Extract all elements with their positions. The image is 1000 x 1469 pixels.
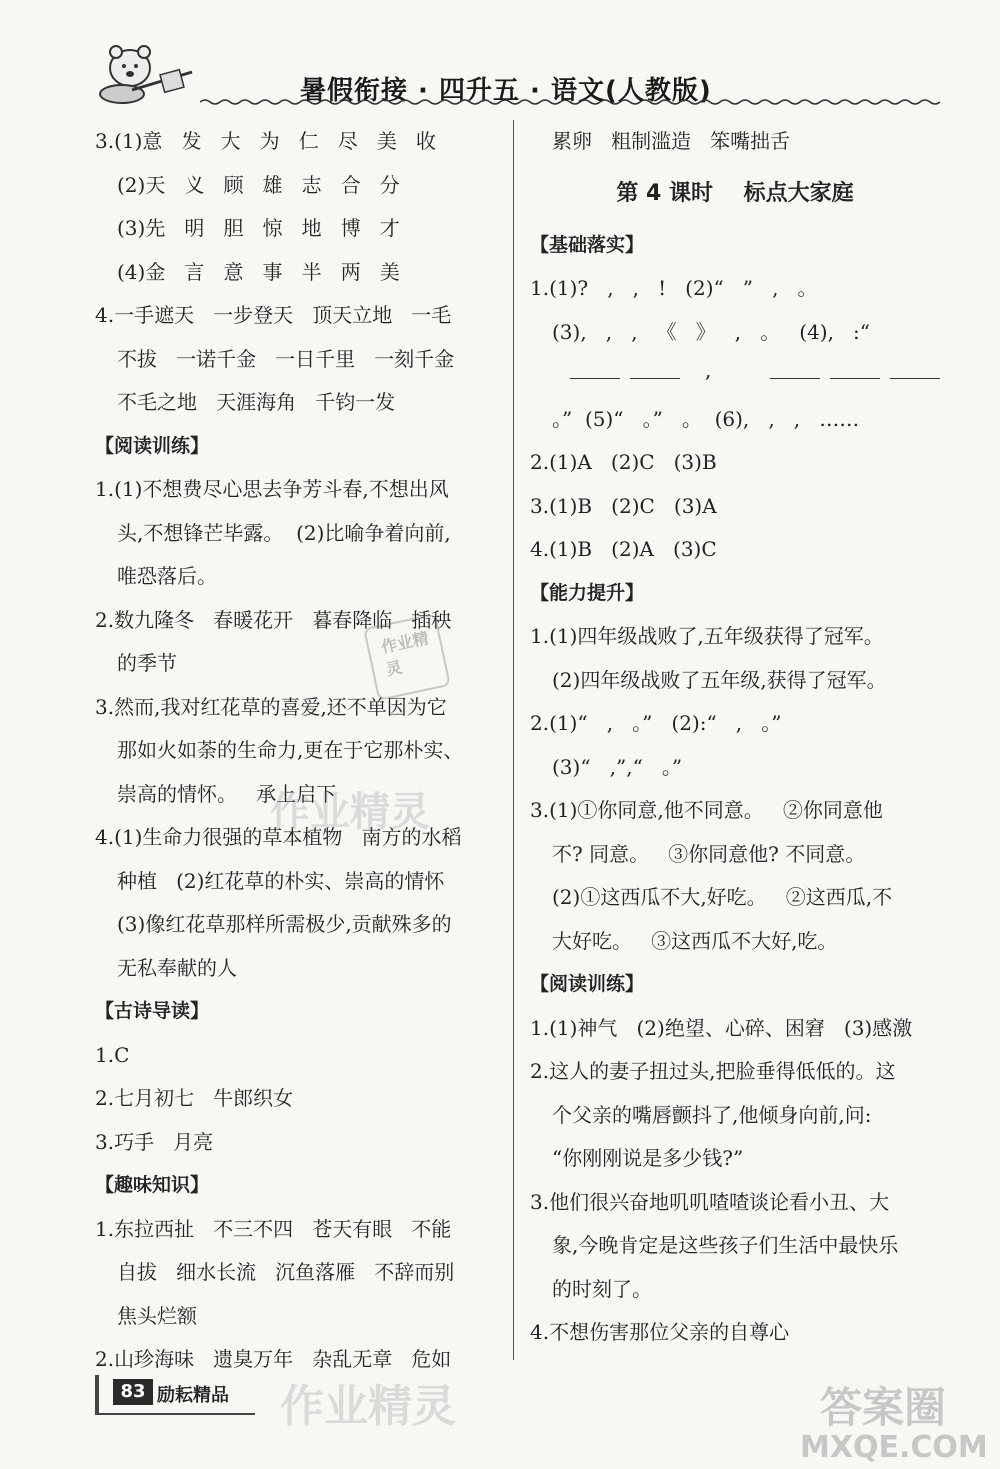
right-column <box>530 120 940 1355</box>
answer-line: (2)四年级战败了五年级,获得了冠军。 <box>552 667 887 692</box>
answer-line: 的季节 <box>117 651 177 675</box>
section-heading: 【古诗导读】 <box>95 1000 210 1022</box>
answer-line: 1.C <box>95 1042 130 1067</box>
answer-line: 自拔 细水长流 沉鱼落雁 不辞而别 <box>117 1260 455 1284</box>
section-heading: 【基础落实】 <box>530 233 645 256</box>
section-heading: 【阅读训练】 <box>530 973 645 995</box>
answer-line: 焦头烂额 <box>117 1303 197 1328</box>
answer-line: 唯恐落后。 <box>117 564 217 588</box>
answer-line: 1.(1)? , , ! (2)“ ” , 。 <box>530 276 818 300</box>
section-heading: 【趣味知识】 <box>95 1174 210 1196</box>
bear-guitar-illustration <box>92 42 202 104</box>
answer-line: 1.(1)四年级战败了,五年级获得了冠军。 <box>530 624 884 648</box>
blank-line <box>890 378 940 379</box>
answer-line: 象,今晚肯定是这些孩子们生活中最快乐 <box>552 1233 899 1257</box>
answer-line: 种植 (2)红花草的朴实、崇高的情怀 <box>117 868 445 893</box>
brand-name: 励耘精品 <box>157 1385 229 1406</box>
punctuation-mark: , <box>705 358 712 382</box>
answer-line: 的时刻了。 <box>552 1276 652 1301</box>
answer-line: 。” (5)“ 。” 。 (6), , , …… <box>552 406 860 431</box>
answer-line: 大好吃。 ③这西瓜不大好,吃。 <box>552 928 838 953</box>
answer-line: 3.巧手 月亮 <box>95 1129 214 1154</box>
answer-line: (3)“ ,”,“ 。” <box>552 754 683 779</box>
answer-line: (2)天 义 顾 雄 志 合 分 <box>117 172 400 197</box>
answer-line: (2)①这西瓜不大,好吃。 ②这西瓜,不 <box>552 885 893 909</box>
answer-line: 1.(1)不想费尽心思去争芳斗春,不想出风 <box>95 477 449 501</box>
answer-line: “你刚刚说是多少钱?” <box>552 1146 744 1170</box>
watermark-url: MXQE.COM <box>800 1430 988 1465</box>
answer-line: 无私奉献的人 <box>117 955 237 980</box>
answer-line: (4)金 言 意 事 半 两 美 <box>117 259 400 284</box>
blank-line <box>830 378 880 379</box>
answer-line: 3.(1)B (2)C (3)A <box>530 493 717 518</box>
answer-line: 4.(1)B (2)A (3)C <box>530 537 717 561</box>
answer-line: 2.(1)A (2)C (3)B <box>530 450 717 474</box>
blank-lines-row <box>530 354 940 398</box>
answer-line: 崇高的情怀。 承上启下 <box>117 781 337 806</box>
page-number: 83 <box>113 1379 153 1405</box>
answer-line: 2.(1)“ , 。” (2):“ , 。” <box>530 711 782 735</box>
answer-line: 1.东拉西扯 不三不四 苍天有眼 不能 <box>95 1216 452 1241</box>
answer-line: 4.不想伤害那位父亲的自尊心 <box>530 1320 790 1344</box>
answer-line: 不毛之地 天涯海角 千钧一发 <box>117 390 396 414</box>
answer-line: 累卵 粗制滥造 笨嘴拙舌 <box>552 129 791 153</box>
answer-line: 那如火如荼的生命力,更在于它那朴实、 <box>117 738 464 762</box>
answer-line: 2.七月初七 牛郎织女 <box>95 1086 294 1110</box>
answer-line: 头,不想锋芒毕露。 (2)比喻争着向前, <box>117 520 451 545</box>
lesson-title: 第 4 课时 标点大家庭 <box>616 180 854 206</box>
answer-line: 3.他们很兴奋地叽叽喳喳谈论看小丑、大 <box>530 1189 890 1214</box>
page-footer <box>95 1375 295 1421</box>
left-column <box>95 120 500 1382</box>
footer-rule <box>95 1413 255 1415</box>
watermark-text: 作业精灵 <box>280 1381 456 1432</box>
answer-line: 2.数九隆冬 春暖花开 暮春降临 插秧 <box>95 607 452 632</box>
watermark-stamp <box>363 613 451 701</box>
column-divider <box>513 120 514 1360</box>
book-series-title: 暑假衔接 · 四升五 · 语文(人教版) <box>300 76 712 106</box>
answer-line: (3)先 明 胆 惊 地 博 才 <box>117 216 400 240</box>
answer-line: 3.然而,我对红花草的喜爱,还不单因为它 <box>95 694 447 719</box>
answer-line: 3.(1)意 发 大 为 仁 尽 美 收 <box>95 129 436 153</box>
answer-line: 不? 同意。 ③你同意他? 不同意。 <box>552 841 866 866</box>
answer-line: 个父亲的嘴唇颤抖了,他倾身向前,问: <box>552 1102 872 1127</box>
footer-bar <box>95 1375 99 1415</box>
page-header <box>0 0 1000 110</box>
section-heading: 【阅读训练】 <box>95 434 210 457</box>
answer-line: 1.(1)神气 (2)绝望、心碎、困窘 (3)感激 <box>530 1015 913 1040</box>
answer-line: 4.一手遮天 一步登天 顶天立地 一毛 <box>95 303 452 327</box>
answer-line: 4.(1)生命力很强的草本植物 南方的水稻 <box>95 825 462 849</box>
section-heading: 【能力提升】 <box>530 581 645 604</box>
watermark-text: 作业精灵 <box>379 628 431 680</box>
answer-line: (3), , , 《 》 , 。 (4), :“ <box>552 319 870 344</box>
blank-line <box>570 378 620 379</box>
watermark-text: 作业精灵 <box>270 789 430 835</box>
answer-line: (3)像红花草那样所需极少,贡献殊多的 <box>117 912 452 936</box>
watermark-logo: 答案圈 <box>820 1383 947 1432</box>
answer-line: 3.(1)①你同意,他不同意。 ②你同意他 <box>530 798 883 822</box>
answer-line: 2.山珍海味 遗臭万年 杂乱无章 危如 <box>95 1347 452 1371</box>
answer-line: 不拔 一诺千金 一日千里 一刻千金 <box>117 346 455 371</box>
blank-line <box>770 378 820 379</box>
answer-line: 2.这人的妻子扭过头,把脸垂得低低的。这 <box>530 1059 896 1083</box>
blank-line <box>630 378 680 379</box>
header-wavy-line <box>200 98 940 106</box>
